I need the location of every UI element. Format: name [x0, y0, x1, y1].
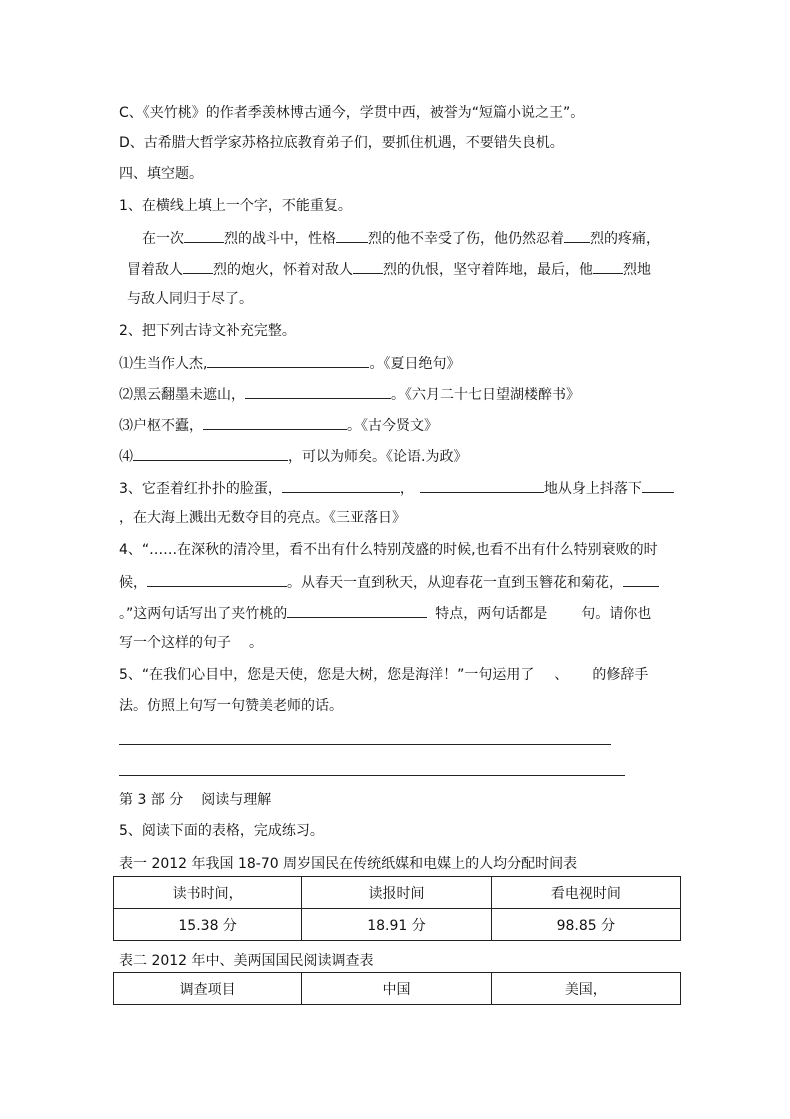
answer-line[interactable] — [119, 744, 611, 745]
table-header: 读书时间， — [114, 877, 302, 909]
table-header: 美国， — [491, 973, 680, 1005]
table-row — [114, 877, 681, 909]
text: 第 3 部 分 — [119, 792, 184, 808]
text: 冒着敌人 — [127, 262, 183, 278]
text: 5、“在我们心目中，您是天使，您是大树，您是海洋！”一句运用了 — [119, 667, 535, 683]
text: ⑴生当作人杰, — [119, 356, 208, 372]
text: 阅读与理解 — [201, 792, 272, 808]
text: 句。请你也 — [581, 606, 652, 622]
question-4-line-b — [119, 572, 659, 592]
question-3-line-b: ，在大海上溅出无数夺目的亮点。《三亚落日》 — [119, 510, 406, 526]
poem-2 — [119, 384, 580, 404]
text: 烈的战斗中，性格 — [224, 231, 336, 247]
poem-4 — [119, 446, 467, 466]
blank-field[interactable] — [183, 259, 213, 274]
blank-field[interactable] — [184, 228, 224, 243]
text: 。《六月二十七日望湖楼醉书》 — [391, 387, 580, 403]
table-row — [114, 973, 681, 1005]
answer-line[interactable] — [119, 775, 625, 776]
blank-field[interactable] — [203, 415, 347, 430]
blank-field[interactable] — [147, 572, 287, 587]
question-1: 1、在横线上填上一个字，不能重复。 — [119, 198, 352, 214]
reading-question: 5、阅读下面的表格，完成练习。 — [119, 823, 324, 839]
table-2-caption: 表二 2012 年中、美两国国民阅读调查表 — [119, 953, 374, 969]
blank-field[interactable] — [564, 228, 590, 243]
question-1-line-a — [142, 228, 660, 248]
table-row — [114, 909, 681, 941]
text: 特点，两句话都是 — [435, 606, 548, 622]
text: ，可以为师矣。《论语.为政》 — [288, 449, 468, 465]
question-4-line-c — [119, 603, 651, 623]
text: 。《古今贤文》 — [347, 418, 438, 434]
blank-field[interactable] — [133, 446, 288, 461]
text: 写一个这样的句子 — [119, 635, 231, 651]
text: ⑷ — [119, 449, 133, 465]
text: 。从春天一直到秋天，从迎春花一直到玉簪花和菊花， — [287, 575, 623, 591]
text: 3、它歪着红扑扑的脸蛋， — [119, 481, 282, 497]
text: 。 — [249, 635, 263, 651]
table-header: 中国 — [302, 973, 491, 1005]
table-1-caption: 表一 2012 年我国 18-70 周岁国民在传统纸媒和电媒上的人均分配时间表 — [119, 856, 578, 872]
table-cell: 18.91 分 — [302, 909, 491, 941]
poem-3 — [119, 415, 438, 435]
blank-field[interactable] — [336, 228, 368, 243]
question-2: 2、把下列古诗文补充完整。 — [119, 323, 296, 339]
blank-field[interactable] — [282, 478, 400, 493]
blank-field[interactable] — [245, 384, 391, 399]
blank-field[interactable] — [420, 478, 544, 493]
blank-field[interactable] — [642, 478, 674, 493]
section-four-title: 四、填空题。 — [119, 166, 203, 182]
text: 烈的他不幸受了伤，他仍然忍着 — [368, 231, 564, 247]
table-cell: 98.85 分 — [491, 909, 680, 941]
blank-field[interactable] — [623, 572, 659, 587]
question-5-line-b: 法。仿照上句写一句赞美老师的话。 — [119, 698, 343, 714]
text: 烈的炮火，怀着对敌人 — [213, 262, 353, 278]
blank-field[interactable] — [593, 259, 623, 274]
option-c: C、《夹竹桃》的作者季羡林博古通今，学贯中西，被誉为“短篇小说之王”。 — [119, 105, 585, 121]
blank-field[interactable] — [353, 259, 383, 274]
text: ⑶户枢不蠹， — [119, 418, 203, 434]
blank-field[interactable] — [287, 603, 427, 618]
question-4-line-d — [119, 634, 263, 652]
text: 烈的仇恨，坚守着阵地，最后，他 — [383, 262, 593, 278]
table-1 — [113, 876, 681, 941]
question-4: 4、“……在深秋的清冷里，看不出有什么特别茂盛的时候,也看不出有什么特别衰败的时 — [119, 542, 658, 558]
text: ⑵黑云翻墨未遮山， — [119, 387, 245, 403]
text: 、 — [554, 667, 569, 683]
table-2 — [113, 972, 681, 1005]
table-header: 读报时间 — [302, 877, 491, 909]
blank-field[interactable] — [207, 353, 369, 368]
text: 候， — [119, 575, 147, 591]
table-header: 看电视时间 — [491, 877, 680, 909]
text: 烈地 — [623, 262, 651, 278]
question-1-line-b — [127, 259, 651, 279]
text: 。《夏日绝句》 — [369, 356, 461, 372]
text: 烈的疼痛， — [590, 231, 660, 247]
table-header: 调查项目 — [114, 973, 302, 1005]
question-1-line-c: 与敌人同归于尽了。 — [127, 291, 253, 307]
part-3-heading — [119, 791, 271, 809]
text: ， — [399, 481, 414, 497]
question-5 — [119, 666, 648, 684]
poem-1 — [119, 353, 460, 373]
table-cell: 15.38 分 — [114, 909, 302, 941]
question-3 — [119, 478, 674, 498]
option-d: D、古希腊大哲学家苏格拉底教育弟子们，要抓住机遇，不要错失良机。 — [119, 135, 564, 151]
text: 的修辞手 — [592, 667, 649, 683]
text: 。”这两句话写出了夹竹桃的 — [119, 606, 288, 622]
text: 在一次 — [142, 231, 184, 247]
text: 地从身上抖落下 — [543, 481, 642, 497]
